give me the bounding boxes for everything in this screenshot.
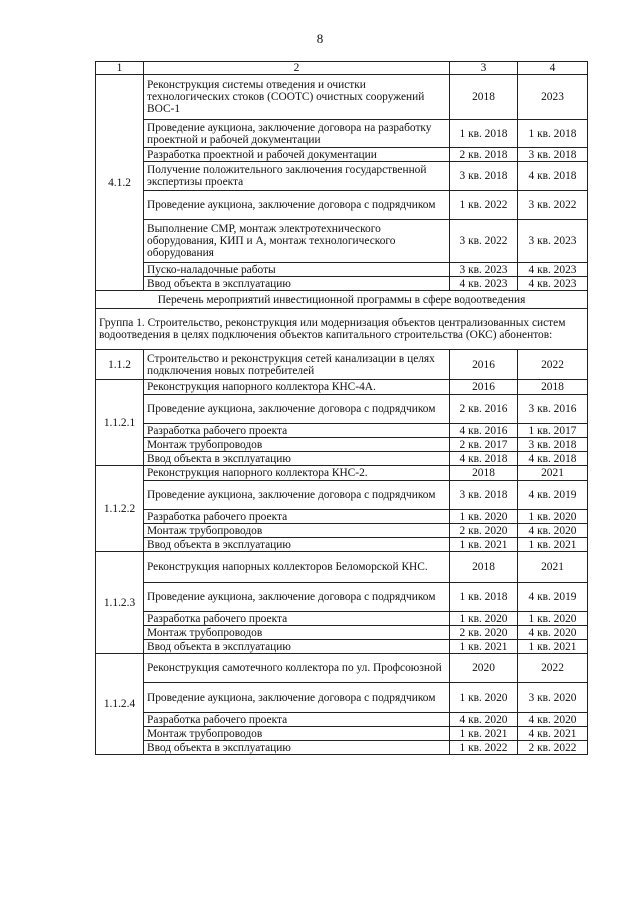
start-date: 3 кв. 2018 — [450, 162, 518, 191]
end-date: 4 кв. 2023 — [518, 263, 588, 277]
start-date: 4 кв. 2016 — [450, 424, 518, 438]
table-row — [96, 148, 588, 162]
table-row — [96, 220, 588, 263]
end-date: 4 кв. 2019 — [518, 583, 588, 612]
end-date: 1 кв. 2021 — [518, 640, 588, 654]
start-date: 2 кв. 2017 — [450, 438, 518, 452]
start-date: 3 кв. 2018 — [450, 481, 518, 510]
item-description: Реконструкция напорного коллектора КНС-4А. — [144, 380, 450, 395]
item-description: Строительство и реконструкция сетей канализации в целях подключения новых потребителей — [144, 350, 450, 380]
group-title: Группа 1. Строительство, реконструкция или модернизация объектов централизованных систем водоотведения в целях подключения объектов капитального строительства (ОКС) абонентов: — [96, 309, 588, 350]
end-date: 4 кв. 2018 — [518, 162, 588, 191]
table-row — [96, 466, 588, 481]
item-number-1-1-2: 1.1.2 — [96, 350, 144, 380]
start-date: 4 кв. 2018 — [450, 452, 518, 466]
item-description: Проведение аукциона, заключение договора с подрядчиком — [144, 481, 450, 510]
end-date: 2022 — [518, 654, 588, 683]
item-number-1-1-2-2: 1.1.2.2 — [96, 466, 144, 552]
start-date: 1 кв. 2018 — [450, 583, 518, 612]
item-description: Проведение аукциона, заключение договора с подрядчиком — [144, 583, 450, 612]
table-row — [96, 395, 588, 424]
end-date: 1 кв. 2017 — [518, 424, 588, 438]
item-description: Выполнение СМР, монтаж электротехнического оборудования, КИП и А, монтаж технологического оборудования — [144, 220, 450, 263]
end-date: 2022 — [518, 350, 588, 380]
start-date: 1 кв. 2018 — [450, 120, 518, 148]
end-date: 3 кв. 2016 — [518, 395, 588, 424]
start-date: 3 кв. 2022 — [450, 220, 518, 263]
table-row — [96, 510, 588, 524]
item-description: Ввод объекта в эксплуатацию — [144, 277, 450, 291]
start-date: 1 кв. 2022 — [450, 741, 518, 755]
item-description: Ввод объекта в эксплуатацию — [144, 452, 450, 466]
item-description: Монтаж трубопроводов — [144, 524, 450, 538]
table-row — [96, 683, 588, 713]
table-row — [96, 612, 588, 626]
item-description: Ввод объекта в эксплуатацию — [144, 741, 450, 755]
item-description: Проведение аукциона, заключение договора на разработку проектной и рабочей документации — [144, 120, 450, 148]
start-date: 1 кв. 2021 — [450, 640, 518, 654]
table-row — [96, 654, 588, 683]
start-date: 2020 — [450, 654, 518, 683]
end-date: 4 кв. 2020 — [518, 713, 588, 727]
end-date: 3 кв. 2018 — [518, 438, 588, 452]
start-date: 2016 — [450, 380, 518, 395]
end-date: 4 кв. 2021 — [518, 727, 588, 741]
start-date: 1 кв. 2021 — [450, 538, 518, 552]
end-date: 3 кв. 2022 — [518, 191, 588, 220]
table-row — [96, 191, 588, 220]
start-date: 2 кв. 2020 — [450, 524, 518, 538]
header-col-2: 2 — [144, 62, 450, 75]
start-date: 4 кв. 2020 — [450, 713, 518, 727]
item-description: Получение положительного заключения государственной экспертизы проекта — [144, 162, 450, 191]
item-description: Монтаж трубопроводов — [144, 626, 450, 640]
section-row — [96, 291, 588, 309]
item-number-4-1-2: 4.1.2 — [96, 75, 144, 291]
header-col-3: 3 — [450, 62, 518, 75]
item-description: Проведение аукциона, заключение договора с подрядчиком — [144, 683, 450, 713]
table-row — [96, 538, 588, 552]
table-row — [96, 277, 588, 291]
end-date: 4 кв. 2023 — [518, 277, 588, 291]
end-date: 1 кв. 2021 — [518, 538, 588, 552]
item-description: Ввод объекта в эксплуатацию — [144, 538, 450, 552]
table-row — [96, 120, 588, 148]
header-row — [96, 62, 588, 75]
item-description: Монтаж трубопроводов — [144, 438, 450, 452]
end-date: 2021 — [518, 552, 588, 583]
table-row — [96, 380, 588, 395]
table-row — [96, 162, 588, 191]
item-description: Реконструкция напорных коллекторов Беломорской КНС. — [144, 552, 450, 583]
table-row — [96, 741, 588, 755]
start-date: 1 кв. 2022 — [450, 191, 518, 220]
item-description: Пуско-наладочные работы — [144, 263, 450, 277]
table-row — [96, 727, 588, 741]
item-number-1-1-2-1: 1.1.2.1 — [96, 380, 144, 466]
start-date: 2018 — [450, 75, 518, 120]
item-number-1-1-2-4: 1.1.2.4 — [96, 654, 144, 755]
end-date: 2023 — [518, 75, 588, 120]
end-date: 3 кв. 2020 — [518, 683, 588, 713]
end-date: 4 кв. 2020 — [518, 626, 588, 640]
table-row — [96, 438, 588, 452]
table-row — [96, 75, 588, 120]
table-row — [96, 481, 588, 510]
item-description: Разработка рабочего проекта — [144, 424, 450, 438]
table-row — [96, 626, 588, 640]
start-date: 1 кв. 2020 — [450, 510, 518, 524]
table-row — [96, 583, 588, 612]
end-date: 4 кв. 2019 — [518, 481, 588, 510]
end-date: 3 кв. 2018 — [518, 148, 588, 162]
section-title: Перечень мероприятий инвестиционной программы в сфере водоотведения — [96, 291, 588, 309]
item-description: Реконструкция системы отведения и очистки технологических стоков (СООТС) очистных сооружений ВОС-1 — [144, 75, 450, 120]
table-row — [96, 263, 588, 277]
start-date: 4 кв. 2023 — [450, 277, 518, 291]
investment-program-table — [95, 61, 588, 755]
start-date: 1 кв. 2021 — [450, 727, 518, 741]
start-date: 3 кв. 2023 — [450, 263, 518, 277]
start-date: 2016 — [450, 350, 518, 380]
table-row — [96, 452, 588, 466]
end-date: 2018 — [518, 380, 588, 395]
end-date: 2021 — [518, 466, 588, 481]
start-date: 2018 — [450, 466, 518, 481]
item-description: Проведение аукциона, заключение договора с подрядчиком — [144, 191, 450, 220]
table-row — [96, 640, 588, 654]
start-date: 1 кв. 2020 — [450, 683, 518, 713]
item-description: Реконструкция напорного коллектора КНС-2. — [144, 466, 450, 481]
end-date: 1 кв. 2020 — [518, 612, 588, 626]
end-date: 2 кв. 2022 — [518, 741, 588, 755]
item-description: Разработка рабочего проекта — [144, 713, 450, 727]
item-description: Разработка рабочего проекта — [144, 612, 450, 626]
start-date: 2018 — [450, 552, 518, 583]
end-date: 1 кв. 2018 — [518, 120, 588, 148]
table-row — [96, 350, 588, 380]
start-date: 2 кв. 2018 — [450, 148, 518, 162]
item-description: Разработка проектной и рабочей документации — [144, 148, 450, 162]
table-row — [96, 713, 588, 727]
start-date: 1 кв. 2020 — [450, 612, 518, 626]
end-date: 4 кв. 2018 — [518, 452, 588, 466]
page-number: 8 — [316, 31, 324, 46]
table-row — [96, 424, 588, 438]
table-row — [96, 524, 588, 538]
item-description: Проведение аукциона, заключение договора с подрядчиком — [144, 395, 450, 424]
item-description: Разработка рабочего проекта — [144, 510, 450, 524]
item-description: Ввод объекта в эксплуатацию — [144, 640, 450, 654]
table-row — [96, 552, 588, 583]
header-col-4: 4 — [518, 62, 588, 75]
start-date: 2 кв. 2016 — [450, 395, 518, 424]
start-date: 2 кв. 2020 — [450, 626, 518, 640]
group-row — [96, 309, 588, 350]
item-number-1-1-2-3: 1.1.2.3 — [96, 552, 144, 654]
end-date: 4 кв. 2020 — [518, 524, 588, 538]
header-col-1: 1 — [96, 62, 144, 75]
end-date: 1 кв. 2020 — [518, 510, 588, 524]
item-description: Монтаж трубопроводов — [144, 727, 450, 741]
item-description: Реконструкция самотечного коллектора по ул. Профсоюзной — [144, 654, 450, 683]
end-date: 3 кв. 2023 — [518, 220, 588, 263]
